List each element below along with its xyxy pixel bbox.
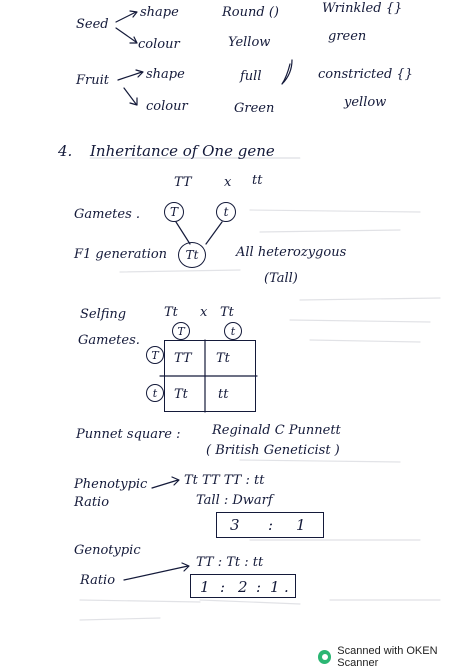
fruit-colour-label: colour — [146, 99, 188, 114]
gametes-label: Gametes . — [74, 207, 141, 222]
scanner-logo-icon — [318, 650, 331, 664]
phenotypic-genotypes: Tt TT TT : tt — [184, 473, 265, 488]
selfing-parent-2: Tt — [220, 305, 234, 320]
f1-genotype: Tt — [185, 248, 199, 262]
punnett-note-label: Punnet square : — [76, 427, 181, 442]
punnett-side-t-label: t — [152, 386, 158, 400]
gametes2-label: Gametes. — [78, 333, 140, 348]
genotypic-genotypes: TT : Tt : tt — [196, 555, 264, 570]
punnett-note-role: ( British Geneticist ) — [206, 443, 340, 458]
gamete-line-left — [176, 222, 190, 244]
seed-arrow-down — [116, 28, 136, 42]
gamete-T-circle — [164, 202, 184, 222]
seed-label: Seed — [76, 17, 109, 32]
gamete-t-label: t — [223, 205, 229, 219]
seed-shape-label: shape — [140, 5, 179, 20]
fruit-colour-recessive: yellow — [344, 95, 387, 110]
punnett-side-T — [146, 346, 164, 364]
f1-note: All heterozygous — [236, 245, 347, 260]
genotypic-ratio-2: 2 — [238, 578, 248, 596]
fruit-shape-dominant: full — [240, 69, 262, 84]
scanner-footer-text: Scanned with OKEN Scanner — [337, 645, 438, 669]
punnett-top-T-label: T — [177, 324, 185, 338]
seed-colour-recessive: green — [328, 29, 367, 44]
gamete-line-right — [206, 222, 222, 244]
punnett-top-T — [172, 322, 190, 340]
punnett-note-name: Reginald C Punnett — [212, 423, 341, 438]
punnett-side-T-label: T — [151, 348, 159, 362]
seed-shape-dominant: Round () — [222, 5, 279, 20]
scanner-footer — [318, 645, 474, 669]
fruit-shape-recessive: constricted {} — [318, 67, 413, 82]
genotypic-ratio-1b: 1 — [270, 578, 280, 596]
gamete-t-circle — [216, 202, 236, 222]
genotypic-arrow — [124, 566, 188, 580]
punnett-cell-Tt-2: Tt — [174, 387, 188, 402]
parent-cross-symbol: x — [224, 175, 232, 190]
seed-shape-recessive: Wrinkled {} — [322, 1, 403, 16]
punnett-side-t — [146, 384, 164, 402]
seed-colour-label: colour — [138, 37, 180, 52]
phenotypic-ratio-3: 3 — [230, 516, 240, 534]
section-title: Inheritance of One gene — [90, 142, 275, 160]
parent-1-genotype: TT — [174, 175, 192, 190]
punnett-cell-Tt-1: Tt — [216, 351, 230, 366]
genotypic-label-2: Ratio — [80, 573, 116, 588]
punnett-cell-tt: tt — [218, 387, 229, 402]
pod-sketch — [282, 60, 292, 84]
section-number: 4. — [58, 142, 73, 160]
fruit-arrow-down — [124, 88, 136, 104]
gamete-T-label: T — [169, 205, 178, 219]
genotypic-ratio-period: . — [284, 578, 289, 596]
fruit-colour-dominant: Green — [234, 101, 275, 116]
selfing-label: Selfing — [80, 307, 127, 322]
phenotypic-label-2: Ratio — [74, 495, 110, 510]
selfing-cross-symbol: x — [200, 305, 208, 320]
genotypic-ratio-1a: 1 — [200, 578, 210, 596]
fruit-label: Fruit — [76, 73, 109, 88]
phenotypic-arrow — [152, 480, 178, 488]
parent-2-genotype: tt — [252, 173, 263, 188]
punnett-top-t-label: t — [230, 324, 236, 338]
genotypic-ratio-colon-2: : — [256, 578, 262, 596]
selfing-parent-1: Tt — [164, 305, 178, 320]
f1-genotype-circle — [178, 242, 206, 268]
f1-phenotype: (Tall) — [264, 271, 298, 286]
genotypic-ratio-colon-1: : — [220, 578, 226, 596]
phenotypic-label-1: Phenotypic — [74, 477, 148, 492]
phenotypic-ratio-1: 1 — [296, 516, 306, 534]
punnett-top-t — [224, 322, 242, 340]
fruit-shape-label: shape — [146, 67, 185, 82]
seed-colour-dominant: Yellow — [228, 35, 271, 50]
f1-label: F1 generation — [74, 247, 168, 262]
genotypic-label-1: Genotypic — [74, 543, 141, 558]
punnett-cell-TT: TT — [174, 351, 192, 366]
phenotypic-ratio-colon: : — [268, 516, 274, 534]
phenotypic-phenotypes: Tall : Dwarf — [196, 493, 273, 508]
